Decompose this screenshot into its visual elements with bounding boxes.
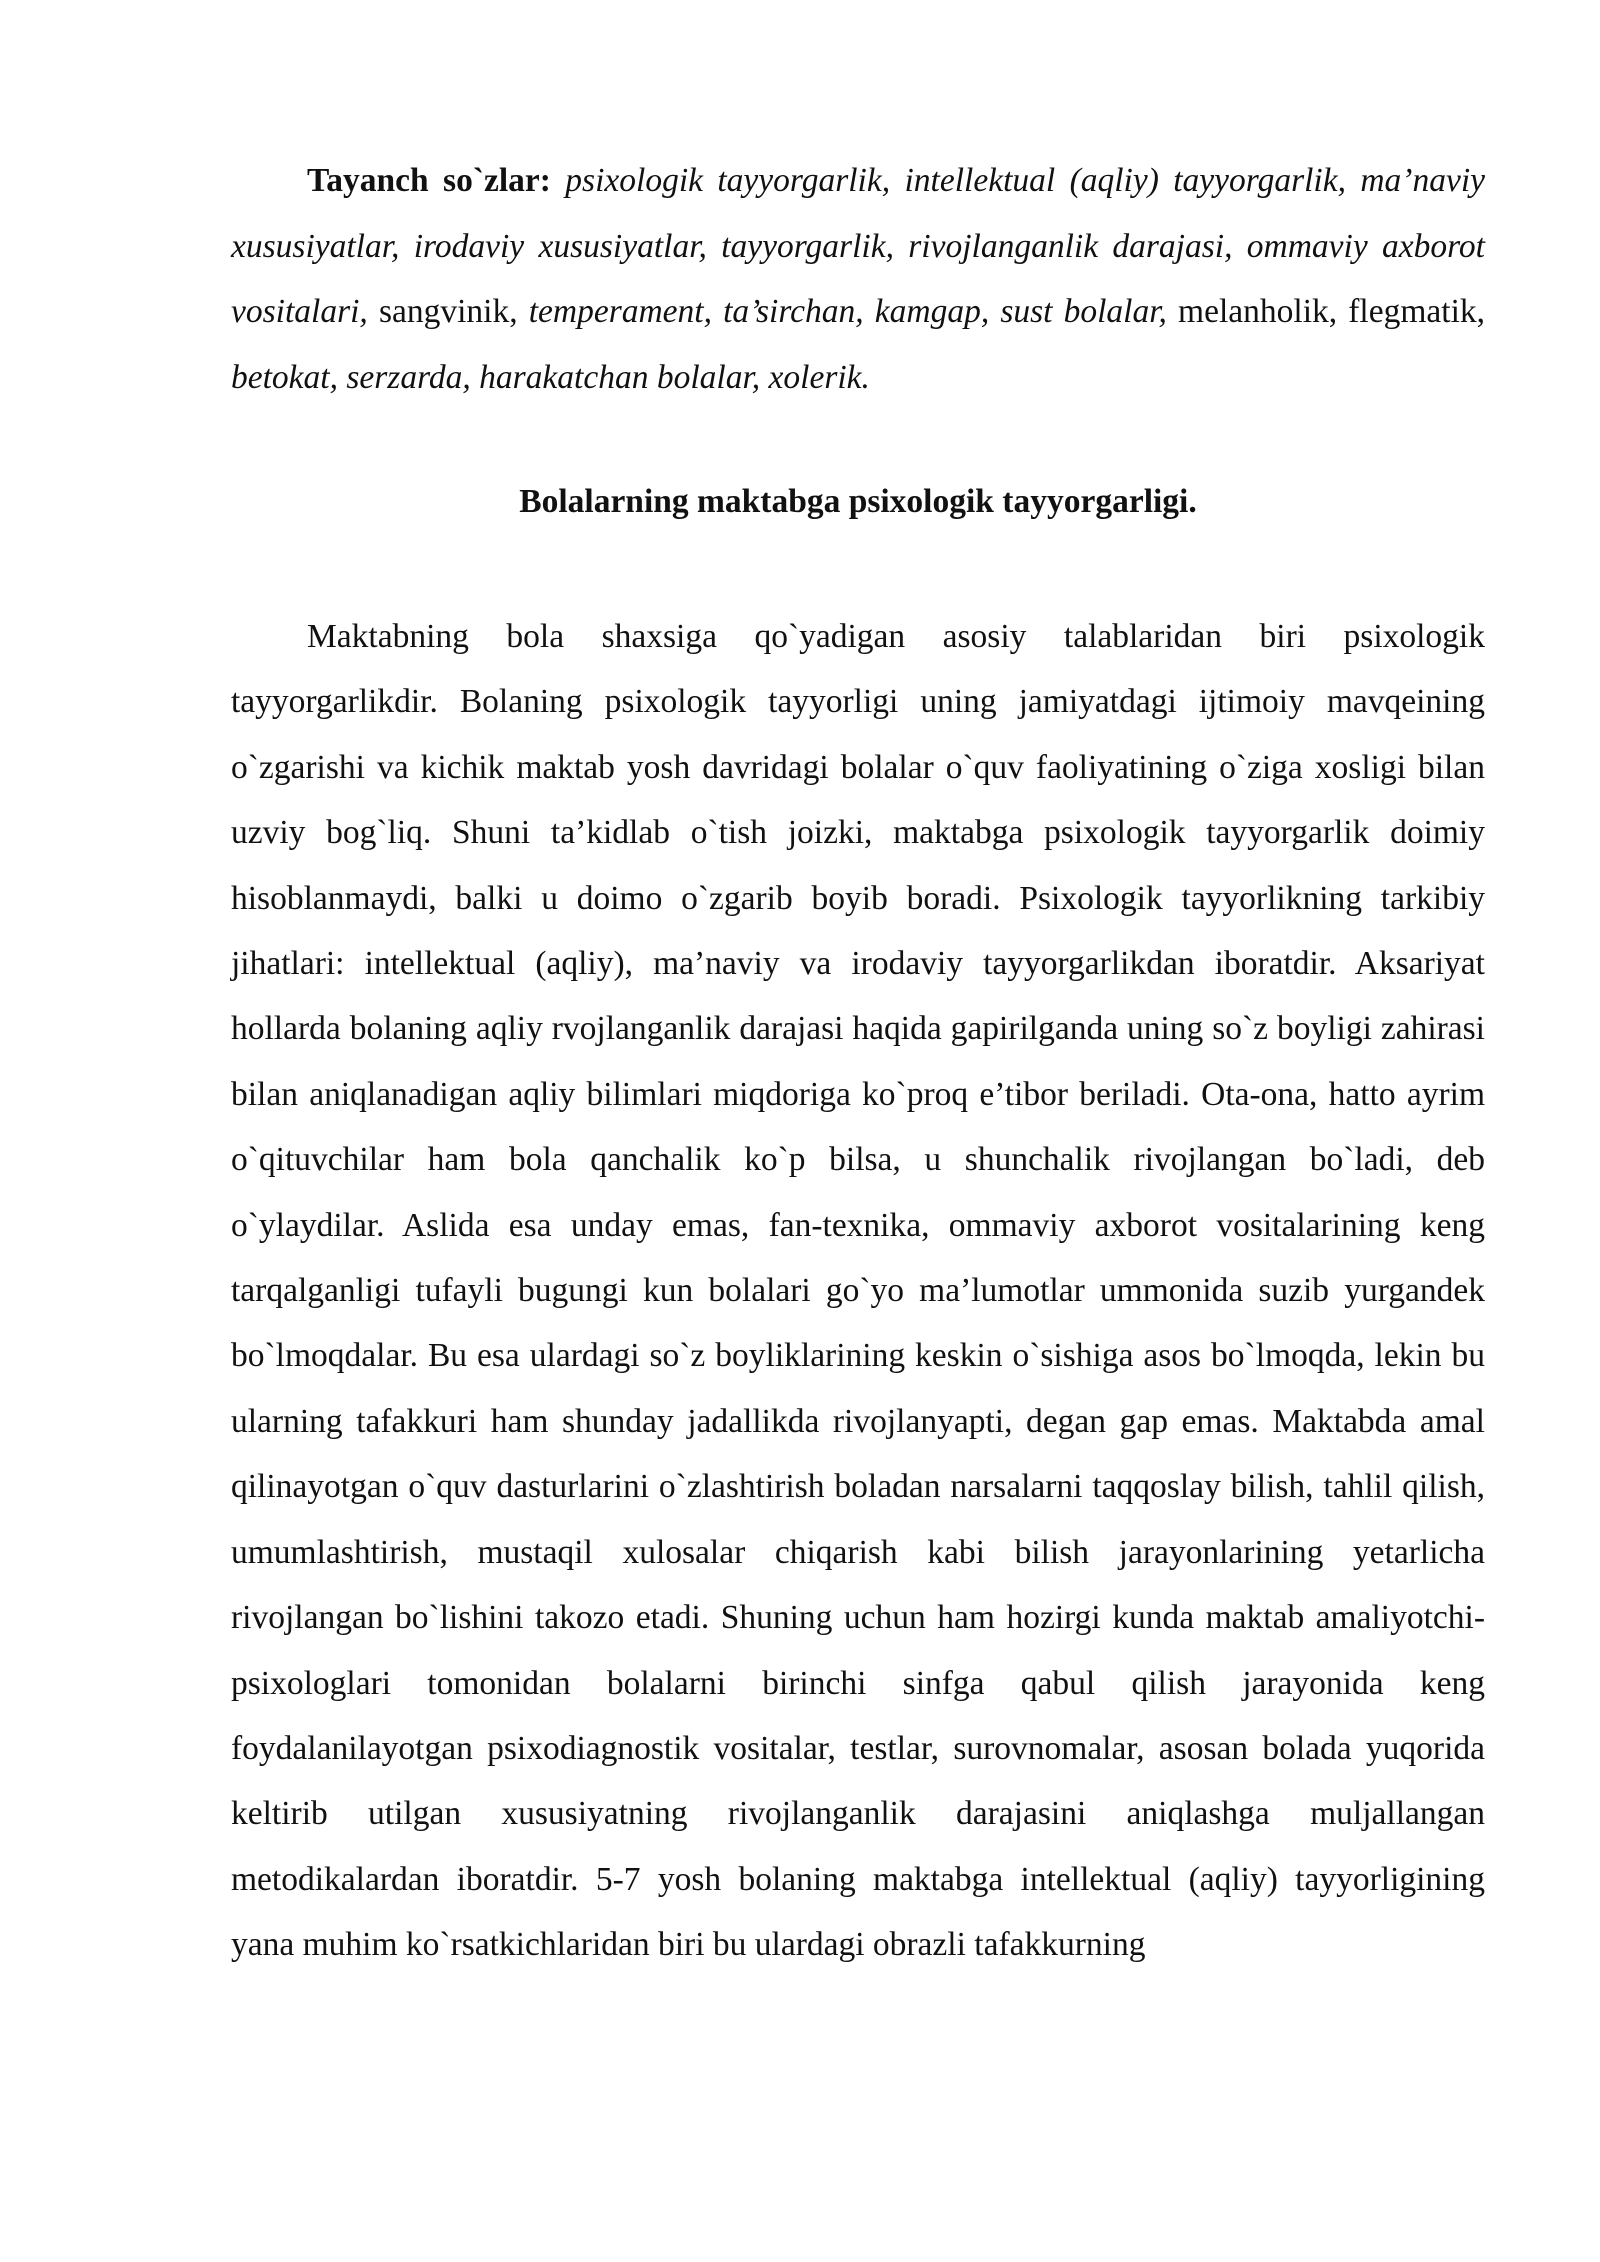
keywords-label: Tayanch so`zlar: [307, 162, 551, 199]
keywords-segment: psixologik tayyorgarlik, intellektual (aqliy) tayyorgarlik, ma’naviy xususiyatlar, irodaviy xususiyatlar, tayyorgarlik, rivojlanganlik darajasi, ommaviy axborot vositalari, [231, 162, 1485, 330]
keywords-segment: betokat, serzarda, harakatchan bolalar, xolerik. [231, 358, 870, 396]
keywords-segment: melanholik, flegmatik, [1166, 293, 1485, 330]
keywords-segment: sangvinik, [367, 293, 529, 330]
keywords-paragraph [231, 148, 1485, 410]
keywords-segment: temperament, ta’sirchan, kamgap, sust bolalar, [528, 293, 1167, 330]
section-heading: Bolalarning maktabga psixologik tayyorgarligi. [519, 483, 1197, 520]
body-paragraph: Maktabning bola shaxsiga qo`yadigan asosiy talablaridan biri psixologik tayyorgarlikdir. Bolaning psixologik tayyorligi uning jamiyatdagi ijtimoiy mavqeining o`zgarishi va kichik maktab yosh davridagi bolalar o`quv faoliyatining o`ziga xosligi bilan uzviy bog`liq. Shuni ta’kidlab o`tish joizki, maktabga psixologik tayyorgarlik doimiy hisoblanmaydi, balki u doimo o`zgarib boyib boradi. Psixologik tayyorlikning tarkibiy jihatlari: intellektual (aqliy), ma’naviy va irodaviy tayyorgarlikdan iboratdir. Aksariyat hollarda bolaning aqliy rvojlanganlik darajasi haqida gapirilganda uning so`z boyligi zahirasi bilan aniqlanadigan aqliy bilimlari miqdoriga ko`proq e’tibor beriladi. Ota-ona, hatto ayrim o`qituvchilar ham bola qanchalik ko`p bilsa, u shunchalik rivojlangan bo`ladi, deb o`ylaydilar. Aslida esa unday emas, fan-texnika, ommaviy axborot vositalarining keng tarqalganligi tufayli bugungi kun bolalari go`yo ma’lumotlar ummonida suzib yurgandek bo`lmoqdalar. Bu esa ulardagi so`z boyliklarining keskin o`sishiga asos bo`lmoqda, lekin bu ularning tafakkuri ham shunday jadallikda rivojlanyapti, degan gap emas. Maktabda amal qilinayotgan o`quv dasturlarini o`zlashtirish boladan narsalarni taqqoslay bilish, tahlil qilish, umumlashtirish, mustaqil xulosalar chiqarish kabi bilish jarayonlarining yetarlicha rivojlangan bo`lishini takozo etadi. Shuning uchun ham hozirgi kunda maktab amaliyotchi-psixologlari tomonidan bolalarni birinchi sinfga qabul qilish jarayonida keng foydalanilayotgan psixodiagnostik vositalar, testlar, surovnomalar, asosan bolada yuqorida keltirib utilgan xususiyatning rivojlanganlik darajasini aniqlashga muljallangan metodikalardan iboratdir. 5-7 yosh bolaning maktabga intellektual (aqliy) tayyorligining yana muhim ko`rsatkichlaridan biri bu ulardagi obrazli tafakkurning [231, 618, 1485, 1964]
